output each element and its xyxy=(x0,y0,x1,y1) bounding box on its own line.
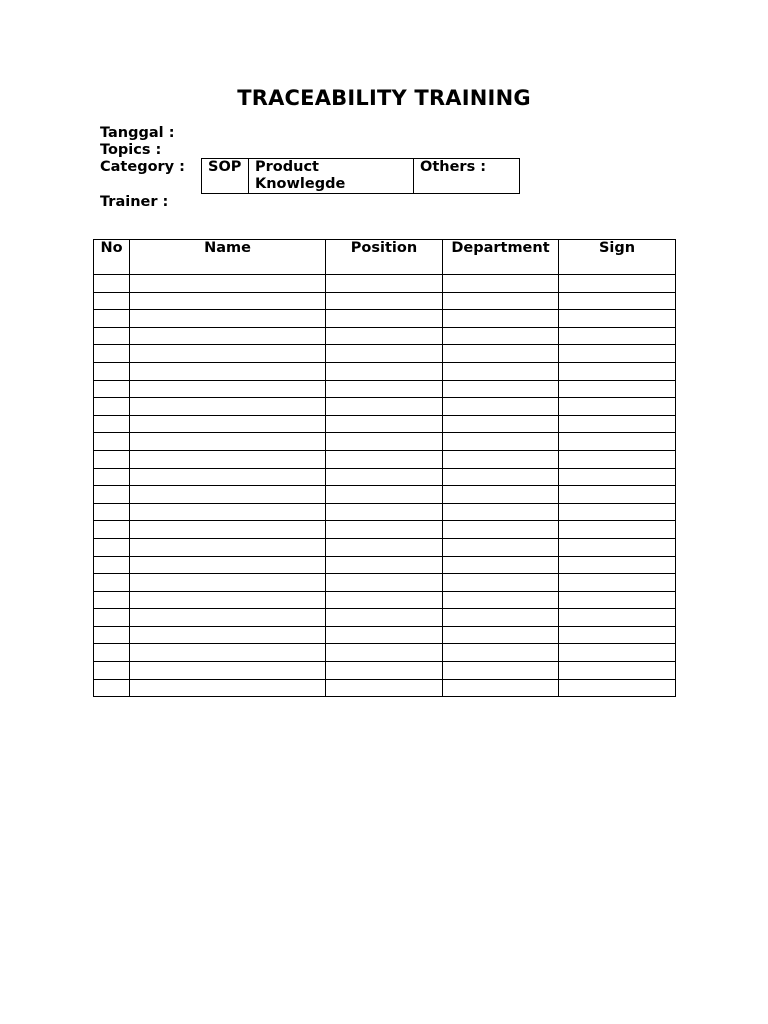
cell-no[interactable] xyxy=(94,538,130,556)
category-option-sop[interactable]: SOP xyxy=(202,159,249,194)
table-row xyxy=(94,415,676,433)
table-row xyxy=(94,503,676,521)
form-title: TRACEABILITY TRAINING xyxy=(237,86,531,110)
cell-no[interactable] xyxy=(94,679,130,697)
table-row xyxy=(94,433,676,451)
cell-sign[interactable] xyxy=(559,486,676,504)
cell-no[interactable] xyxy=(94,626,130,644)
cell-position[interactable] xyxy=(326,327,443,345)
cell-no[interactable] xyxy=(94,450,130,468)
cell-name[interactable] xyxy=(130,521,326,539)
table-row xyxy=(94,626,676,644)
cell-department[interactable] xyxy=(443,626,559,644)
cell-position[interactable] xyxy=(326,450,443,468)
attendance-rows xyxy=(94,275,676,697)
cell-no[interactable] xyxy=(94,556,130,574)
cell-department[interactable] xyxy=(443,362,559,380)
cell-no[interactable] xyxy=(94,486,130,504)
cell-department[interactable] xyxy=(443,662,559,680)
table-row xyxy=(94,538,676,556)
cell-sign[interactable] xyxy=(559,644,676,662)
cell-name[interactable] xyxy=(130,362,326,380)
cell-sign[interactable] xyxy=(559,609,676,627)
table-row xyxy=(94,556,676,574)
cell-sign[interactable] xyxy=(559,292,676,310)
trainer-label: Trainer : xyxy=(100,194,169,210)
cell-name[interactable] xyxy=(130,327,326,345)
cell-department[interactable] xyxy=(443,380,559,398)
cell-name[interactable] xyxy=(130,503,326,521)
category-options-table xyxy=(201,158,520,194)
cell-department[interactable] xyxy=(443,450,559,468)
table-row xyxy=(94,398,676,416)
cell-department[interactable] xyxy=(443,345,559,363)
cell-sign[interactable] xyxy=(559,345,676,363)
table-row xyxy=(94,468,676,486)
tanggal-label: Tanggal : xyxy=(100,125,175,141)
table-row xyxy=(94,345,676,363)
cell-no[interactable] xyxy=(94,644,130,662)
cell-name[interactable] xyxy=(130,450,326,468)
cell-name[interactable] xyxy=(130,662,326,680)
cell-sign[interactable] xyxy=(559,503,676,521)
cell-no[interactable] xyxy=(94,380,130,398)
cell-sign[interactable] xyxy=(559,415,676,433)
cell-no[interactable] xyxy=(94,609,130,627)
cell-department[interactable] xyxy=(443,433,559,451)
cell-no[interactable] xyxy=(94,275,130,293)
cell-name[interactable] xyxy=(130,345,326,363)
cell-position[interactable] xyxy=(326,275,443,293)
cell-position[interactable] xyxy=(326,538,443,556)
table-row xyxy=(94,644,676,662)
cell-sign[interactable] xyxy=(559,327,676,345)
cell-department[interactable] xyxy=(443,275,559,293)
cell-no[interactable] xyxy=(94,362,130,380)
header-no: No xyxy=(94,240,130,275)
cell-name[interactable] xyxy=(130,433,326,451)
cell-department[interactable] xyxy=(443,503,559,521)
cell-name[interactable] xyxy=(130,644,326,662)
cell-position[interactable] xyxy=(326,345,443,363)
cell-sign[interactable] xyxy=(559,275,676,293)
category-option-product-knowledge[interactable]: Product Knowlegde xyxy=(249,159,414,194)
cell-position[interactable] xyxy=(326,521,443,539)
cell-department[interactable] xyxy=(443,415,559,433)
cell-name[interactable] xyxy=(130,574,326,592)
cell-sign[interactable] xyxy=(559,574,676,592)
table-row xyxy=(94,679,676,697)
cell-department[interactable] xyxy=(443,538,559,556)
cell-no[interactable] xyxy=(94,468,130,486)
cell-sign[interactable] xyxy=(559,468,676,486)
cell-name[interactable] xyxy=(130,609,326,627)
cell-sign[interactable] xyxy=(559,362,676,380)
cell-position[interactable] xyxy=(326,574,443,592)
cell-no[interactable] xyxy=(94,662,130,680)
cell-position[interactable] xyxy=(326,398,443,416)
cell-name[interactable] xyxy=(130,486,326,504)
category-option-others[interactable]: Others : xyxy=(414,159,520,194)
cell-position[interactable] xyxy=(326,362,443,380)
header-position: Position xyxy=(326,240,443,275)
cell-name[interactable] xyxy=(130,591,326,609)
cell-sign[interactable] xyxy=(559,450,676,468)
cell-position[interactable] xyxy=(326,591,443,609)
table-row xyxy=(94,609,676,627)
cell-no[interactable] xyxy=(94,503,130,521)
cell-sign[interactable] xyxy=(559,433,676,451)
header-name: Name xyxy=(130,240,326,275)
cell-name[interactable] xyxy=(130,538,326,556)
cell-sign[interactable] xyxy=(559,398,676,416)
cell-department[interactable] xyxy=(443,486,559,504)
cell-name[interactable] xyxy=(130,626,326,644)
cell-name[interactable] xyxy=(130,398,326,416)
cell-name[interactable] xyxy=(130,292,326,310)
cell-name[interactable] xyxy=(130,415,326,433)
cell-position[interactable] xyxy=(326,468,443,486)
cell-position[interactable] xyxy=(326,556,443,574)
attendance-table xyxy=(93,239,676,697)
cell-department[interactable] xyxy=(443,609,559,627)
cell-department[interactable] xyxy=(443,292,559,310)
cell-position[interactable] xyxy=(326,415,443,433)
cell-sign[interactable] xyxy=(559,626,676,644)
cell-position[interactable] xyxy=(326,644,443,662)
cell-department[interactable] xyxy=(443,310,559,328)
table-row xyxy=(94,275,676,293)
cell-name[interactable] xyxy=(130,310,326,328)
cell-sign[interactable] xyxy=(559,380,676,398)
table-row xyxy=(94,521,676,539)
cell-position[interactable] xyxy=(326,626,443,644)
table-row xyxy=(94,362,676,380)
topics-label: Topics : xyxy=(100,142,162,158)
table-row xyxy=(94,327,676,345)
cell-position[interactable] xyxy=(326,503,443,521)
cell-no[interactable] xyxy=(94,521,130,539)
table-row xyxy=(94,380,676,398)
attendance-header-row xyxy=(94,240,676,275)
table-row xyxy=(94,486,676,504)
cell-no[interactable] xyxy=(94,310,130,328)
cell-name[interactable] xyxy=(130,380,326,398)
cell-department[interactable] xyxy=(443,327,559,345)
cell-department[interactable] xyxy=(443,591,559,609)
header-department: Department xyxy=(443,240,559,275)
cell-department[interactable] xyxy=(443,398,559,416)
table-row xyxy=(94,591,676,609)
cell-position[interactable] xyxy=(326,662,443,680)
cell-position[interactable] xyxy=(326,433,443,451)
cell-department[interactable] xyxy=(443,644,559,662)
cell-name[interactable] xyxy=(130,556,326,574)
cell-no[interactable] xyxy=(94,574,130,592)
cell-sign[interactable] xyxy=(559,556,676,574)
cell-no[interactable] xyxy=(94,591,130,609)
cell-no[interactable] xyxy=(94,327,130,345)
cell-sign[interactable] xyxy=(559,538,676,556)
cell-position[interactable] xyxy=(326,679,443,697)
cell-department[interactable] xyxy=(443,574,559,592)
cell-position[interactable] xyxy=(326,310,443,328)
table-row xyxy=(94,574,676,592)
cell-department[interactable] xyxy=(443,521,559,539)
cell-sign[interactable] xyxy=(559,662,676,680)
cell-name[interactable] xyxy=(130,468,326,486)
category-label: Category : xyxy=(100,159,185,175)
cell-position[interactable] xyxy=(326,609,443,627)
cell-position[interactable] xyxy=(326,380,443,398)
cell-name[interactable] xyxy=(130,679,326,697)
cell-no[interactable] xyxy=(94,345,130,363)
cell-position[interactable] xyxy=(326,292,443,310)
cell-position[interactable] xyxy=(326,486,443,504)
cell-name[interactable] xyxy=(130,275,326,293)
cell-no[interactable] xyxy=(94,398,130,416)
cell-no[interactable] xyxy=(94,433,130,451)
cell-sign[interactable] xyxy=(559,679,676,697)
table-row xyxy=(94,450,676,468)
cell-sign[interactable] xyxy=(559,591,676,609)
cell-no[interactable] xyxy=(94,292,130,310)
cell-department[interactable] xyxy=(443,556,559,574)
table-row xyxy=(94,310,676,328)
cell-department[interactable] xyxy=(443,468,559,486)
table-row xyxy=(94,662,676,680)
cell-sign[interactable] xyxy=(559,310,676,328)
header-sign: Sign xyxy=(559,240,676,275)
cell-department[interactable] xyxy=(443,679,559,697)
table-row xyxy=(94,292,676,310)
cell-sign[interactable] xyxy=(559,521,676,539)
cell-no[interactable] xyxy=(94,415,130,433)
